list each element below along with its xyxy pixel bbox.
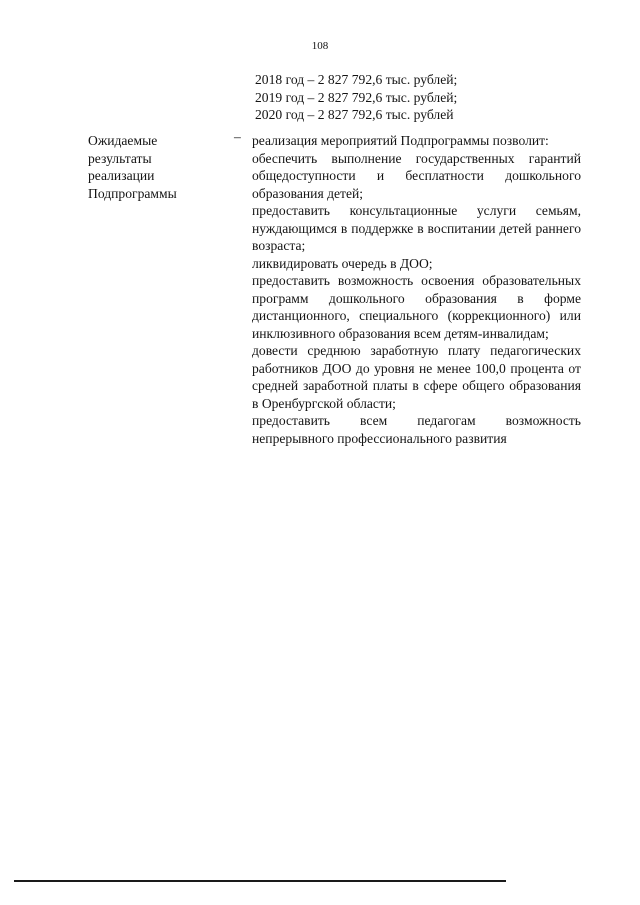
section-dash: – [234, 129, 241, 144]
expected-results [252, 132, 581, 447]
funding-2020: 2020 год – 2 827 792,6 тыс. рублей [255, 107, 454, 122]
section-label [88, 132, 218, 202]
bottom-rule [14, 880, 506, 882]
funding-2018: 2018 год – 2 827 792,6 тыс. рублей; [255, 72, 458, 87]
result-item: предоставить всем педагогам возможность непрерывного профессионального развития [252, 413, 581, 446]
section-label-line: Ожидаемые [88, 133, 158, 148]
result-item: довести среднюю заработную плату педагогических работников ДОО до уровня не менее 100,0 процента от средней заработной платы в сфере общего образования в Оренбургской области; [252, 343, 581, 411]
result-intro: реализация мероприятий Подпрограммы позволит: [252, 133, 549, 148]
page-number: 108 [311, 40, 329, 52]
section-label-line: реализации [88, 168, 155, 183]
result-item: предоставить консультационные услуги семьям, нуждающимся в поддержке в воспитании детей раннего возраста; [252, 203, 581, 253]
funding-by-year [255, 71, 515, 124]
result-item: обеспечить выполнение государственных гарантий общедоступности и бесплатности дошкольного образования детей; [252, 150, 581, 201]
result-item: предоставить возможность освоения образовательных программ дошкольного образования в форме дистанционного, специального (коррекционного) или инклюзивного образования всем детям-инвалидам; [252, 273, 581, 341]
funding-2019: 2019 год – 2 827 792,6 тыс. рублей; [255, 89, 458, 105]
result-item: ликвидировать очередь в ДОО; [252, 255, 433, 271]
section-label-line: Подпрограммы [88, 185, 177, 201]
section-label-line: результаты [88, 150, 152, 166]
